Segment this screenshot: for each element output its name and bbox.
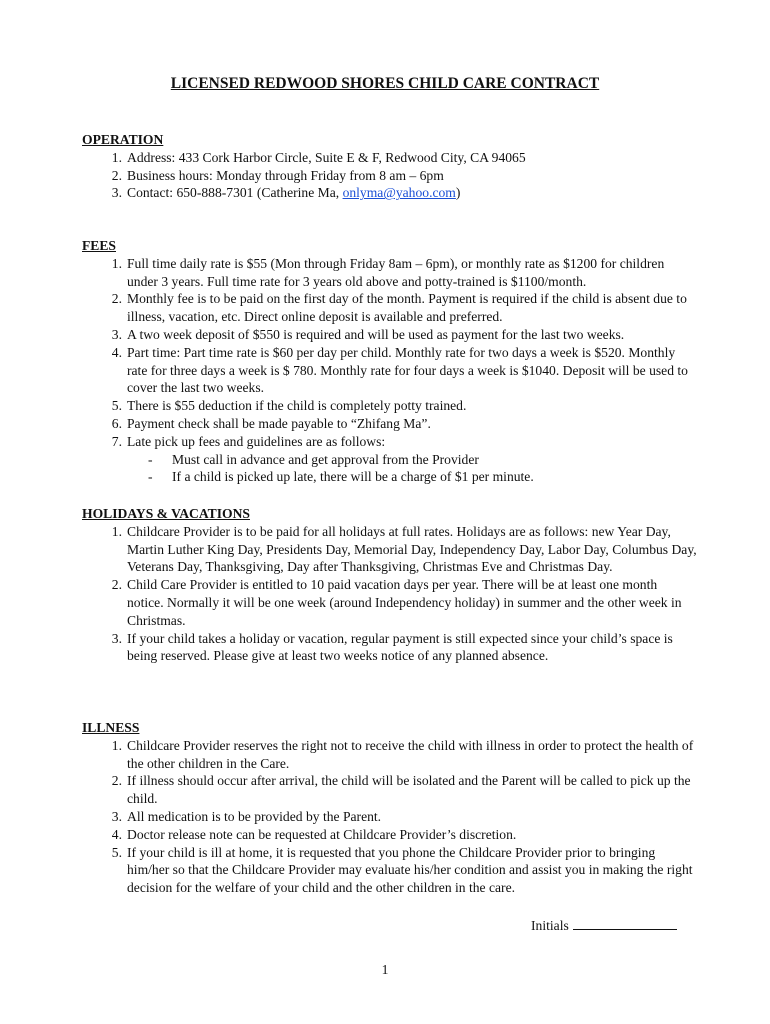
- list-item: 1. Address: 433 Cork Harbor Circle, Suite E & F, Redwood City, CA 94065: [111, 149, 526, 165]
- operation-heading: OPERATION: [82, 132, 164, 147]
- operation-section: [82, 131, 697, 202]
- holidays-heading: HOLIDAYS & VACATIONS: [82, 506, 250, 521]
- list-item: 1. Childcare Provider reserves the right not to receive the child with illness in order to protect the health of the other children in the Care.: [111, 737, 694, 771]
- list-item: 7. Late pick up fees and guidelines are as follows: - Must call in advance and get approval from the Provider - If a child is picked up late, there will be a charge of $1 per minute.: [82, 433, 697, 486]
- holidays-list: [82, 523, 697, 665]
- fees-section: [82, 237, 697, 486]
- email-link[interactable]: onlyma@yahoo.com: [342, 185, 456, 201]
- list-item: 3. A two week deposit of $550 is required and will be used as payment for the last two weeks.: [111, 326, 625, 342]
- list-item: 5. If your child is ill at home, it is requested that you phone the Childcare Provider prior to bringing him/her so that the Childcare Provider may evaluate his/her condition and assist you in making the right decision for the welfare of your child and the other children in the care.: [111, 844, 693, 896]
- page-number: 1: [381, 962, 389, 977]
- list-item: 4. Doctor release note can be requested at Childcare Provider’s discretion.: [111, 826, 517, 842]
- fees-heading: FEES: [82, 238, 116, 253]
- list-item: 6. Payment check shall be made payable to “Zhifang Ma”.: [111, 415, 431, 431]
- late-pickup-guidelines: [127, 451, 697, 487]
- list-item: 2. Monthly fee is to be paid on the first day of the month. Payment is required if the child is absent due to illness, vacation, etc. Direct online deposit is available and preferred.: [111, 291, 687, 325]
- operation-list: [82, 149, 697, 202]
- list-item: 2. If illness should occur after arrival, the child will be isolated and the Parent will be called to pick up the child.: [111, 773, 691, 807]
- list-item: 3. If your child takes a holiday or vacation, regular payment is still expected since your child’s space is being reserved. Please give at least two weeks notice of any planned absence.: [111, 630, 673, 664]
- list-item: 3. Contact: 650-888-7301 (Catherine Ma, onlyma@yahoo.com): [111, 185, 461, 201]
- list-item: 2. Business hours: Monday through Friday from 8 am – 6pm: [111, 167, 444, 183]
- list-item: 2. Child Care Provider is entitled to 10 paid vacation days per year. There will be at least one month notice. Normally it will be one week (around Independency holiday) in summer and the other week in Christmas.: [111, 577, 682, 628]
- list-item: 4. Part time: Part time rate is $60 per day per child. Monthly rate for two days a week is $520. Monthly rate for three days a week is $ 780. Monthly rate for four days a week is $1040. Deposit will be used to cover the last two weeks.: [111, 344, 688, 396]
- holidays-section: [82, 505, 697, 665]
- list-item: 1. Childcare Provider is to be paid for all holidays at full rates. Holidays are as follows: new Year Day, Martin Luther King Day, Presidents Day, Memorial Day, Independency Day, Labor Day, Columbus Day, Veterans Day, Thanksgiving, Day after Thanksgiving, Christmas Eve and Christmas Day.: [111, 523, 697, 575]
- sub-list-item: - If a child is picked up late, there will be a charge of $1 per minute.: [148, 469, 534, 485]
- list-item: 1. Full time daily rate is $55 (Mon through Friday 8am – 6pm), or monthly rate as $1200 for children under 3 years. Full time rate for 3 years old above and potty-trained is $1100/month.: [111, 255, 665, 289]
- fees-list: [82, 255, 697, 486]
- sub-list-item: - Must call in advance and get approval from the Provider: [148, 451, 479, 467]
- initials-signature-line[interactable]: [573, 916, 677, 930]
- illness-section: [82, 719, 697, 897]
- list-item: 5. There is $55 deduction if the child is completely potty trained.: [111, 398, 467, 414]
- list-item: 3. All medication is to be provided by the Parent.: [111, 808, 382, 824]
- document-title: LICENSED REDWOOD SHORES CHILD CARE CONTRACT: [170, 75, 600, 92]
- initials-label: Initials: [531, 918, 569, 933]
- illness-heading: ILLNESS: [82, 720, 140, 735]
- initials-field[interactable]: [531, 916, 677, 935]
- illness-list: [82, 737, 697, 897]
